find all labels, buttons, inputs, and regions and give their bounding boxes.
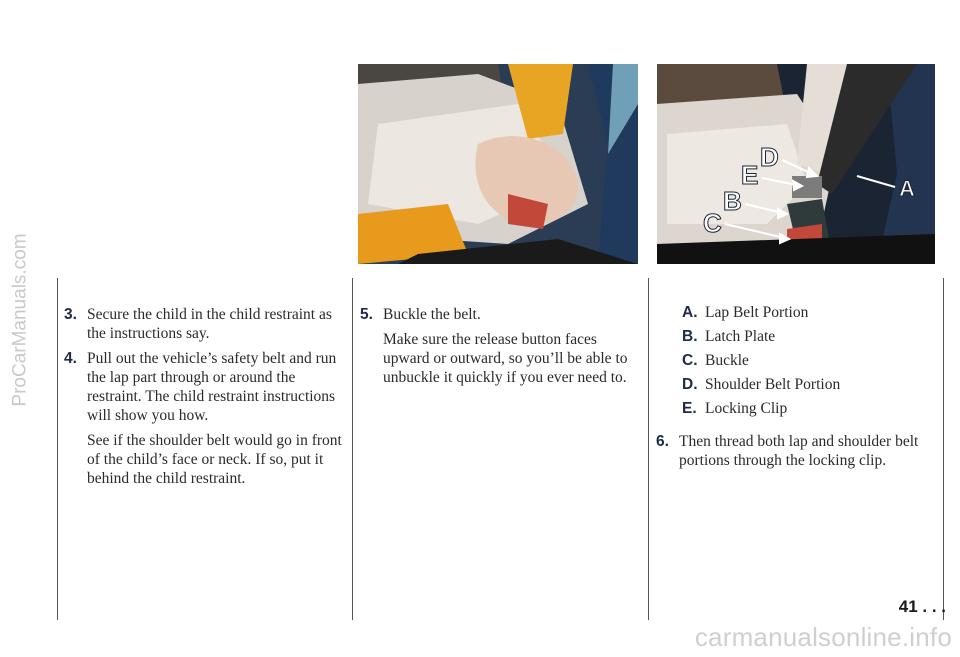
step-3 — [64, 305, 346, 343]
middle-column — [360, 305, 630, 393]
legend-item-d — [682, 375, 942, 394]
right-column — [656, 303, 942, 476]
page-number: 41 . . . — [898, 597, 946, 616]
photo-buckling-belt — [358, 64, 638, 264]
step-number: 6. — [656, 433, 669, 450]
legend-letter: C. — [682, 352, 698, 369]
step-4 — [64, 349, 346, 425]
legend-label: Lap Belt Portion — [705, 304, 809, 321]
step-text: Pull out the vehicle’s safety belt and run the lap part through or around the restraint. The child restraint instructions will show you how. — [87, 350, 337, 424]
column-rule-middle — [352, 278, 353, 620]
step-number: 4. — [64, 350, 77, 367]
side-watermark — [4, 40, 38, 600]
legend-label: Shoulder Belt Portion — [705, 376, 841, 393]
legend-label: Buckle — [705, 352, 749, 369]
legend-label: Locking Clip — [705, 400, 788, 417]
bottom-watermark: carmanualsonline.info — [694, 622, 952, 652]
label-a: A — [899, 176, 915, 201]
step-number: 3. — [64, 306, 77, 323]
label-b: B — [723, 186, 742, 216]
legend-letter: D. — [682, 376, 698, 393]
legend-item-b — [682, 327, 942, 346]
legend-item-a — [682, 303, 942, 322]
left-column — [64, 305, 346, 494]
parts-legend — [656, 303, 942, 418]
step-5 — [360, 305, 630, 324]
legend-letter: A. — [682, 304, 698, 321]
step-4-paragraph: See if the shoulder belt would go in front of the child’s face or neck. If so, put it behind the child restraint. — [87, 432, 342, 487]
legend-item-c — [682, 351, 942, 370]
step-text: Then thread both lap and shoulder belt portions through the locking clip. — [679, 433, 919, 469]
legend-item-e — [682, 399, 942, 418]
step-text: Buckle the belt. — [383, 306, 481, 323]
side-watermark-text: ProCarManuals.com — [10, 233, 32, 407]
step-6 — [656, 432, 942, 470]
legend-letter: B. — [682, 328, 698, 345]
label-c: C — [703, 208, 722, 238]
label-e: E — [741, 160, 759, 190]
column-rule-far-right — [943, 278, 944, 620]
step-5-paragraph: Make sure the release button faces upward or outward, so you’ll be able to unbuckle it quickly if you ever need to. — [383, 331, 628, 386]
label-d: D — [760, 142, 779, 172]
photo-belt-parts — [657, 64, 935, 264]
legend-label: Latch Plate — [705, 328, 776, 345]
column-rule-left — [57, 278, 58, 620]
legend-letter: E. — [682, 400, 697, 417]
step-number: 5. — [360, 306, 373, 323]
step-text: Secure the child in the child restraint as the instructions say. — [87, 306, 332, 342]
column-rule-right — [648, 278, 649, 620]
